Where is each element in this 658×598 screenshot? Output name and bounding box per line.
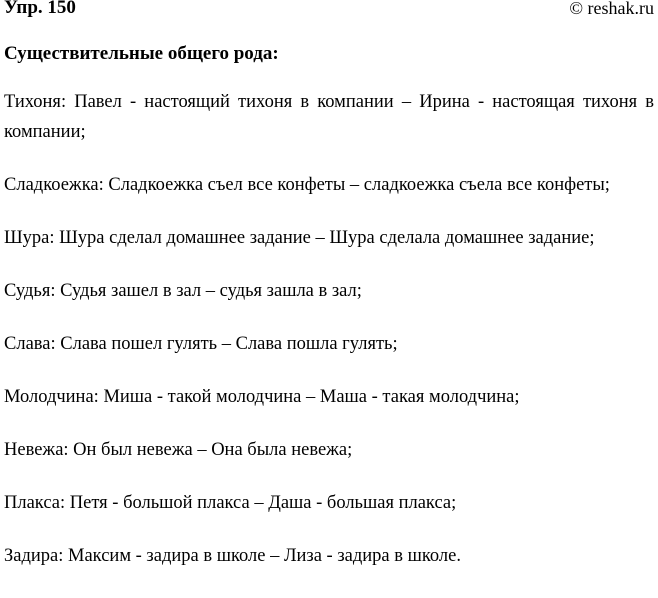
paragraph-plaksa: Плакса: Петя - большой плакса – Даша - большая плакса; <box>4 493 457 513</box>
paragraph-molodchina: Молодчина: Миша - такой молодчина – Маша - такая молодчина; <box>4 387 520 407</box>
exercise-number: Упр. 150 <box>4 0 76 18</box>
paragraph-nevezha: Невежа: Он был невежа – Она была невежа; <box>4 440 353 460</box>
section-heading: Существительные общего рода: <box>4 43 279 64</box>
paragraph-zadira: Задира: Максим - задира в школе – Лиза - задира в школе. <box>4 546 461 566</box>
answer-text <box>4 87 654 594</box>
watermark: © reshak.ru <box>569 0 654 18</box>
paragraph-sladkoezhka: Сладкоежка: Сладкоежка съел все конфеты – сладкоежка съела все конфеты; <box>4 175 610 195</box>
paragraph-sudya: Судья: Судья зашел в зал – судья зашла в зал; <box>4 281 362 301</box>
page-header <box>4 0 654 20</box>
paragraph-shura: Шура: Шура сделал домашнее задание – Шура сделала домашнее задание; <box>4 228 595 248</box>
paragraph-slava: Слава: Слава пошел гулять – Слава пошла гулять; <box>4 334 398 354</box>
paragraph-tikhonya: Тихоня: Павел - настоящий тихоня в компании – Ирина - настоящая тихоня в компании; <box>4 92 654 142</box>
